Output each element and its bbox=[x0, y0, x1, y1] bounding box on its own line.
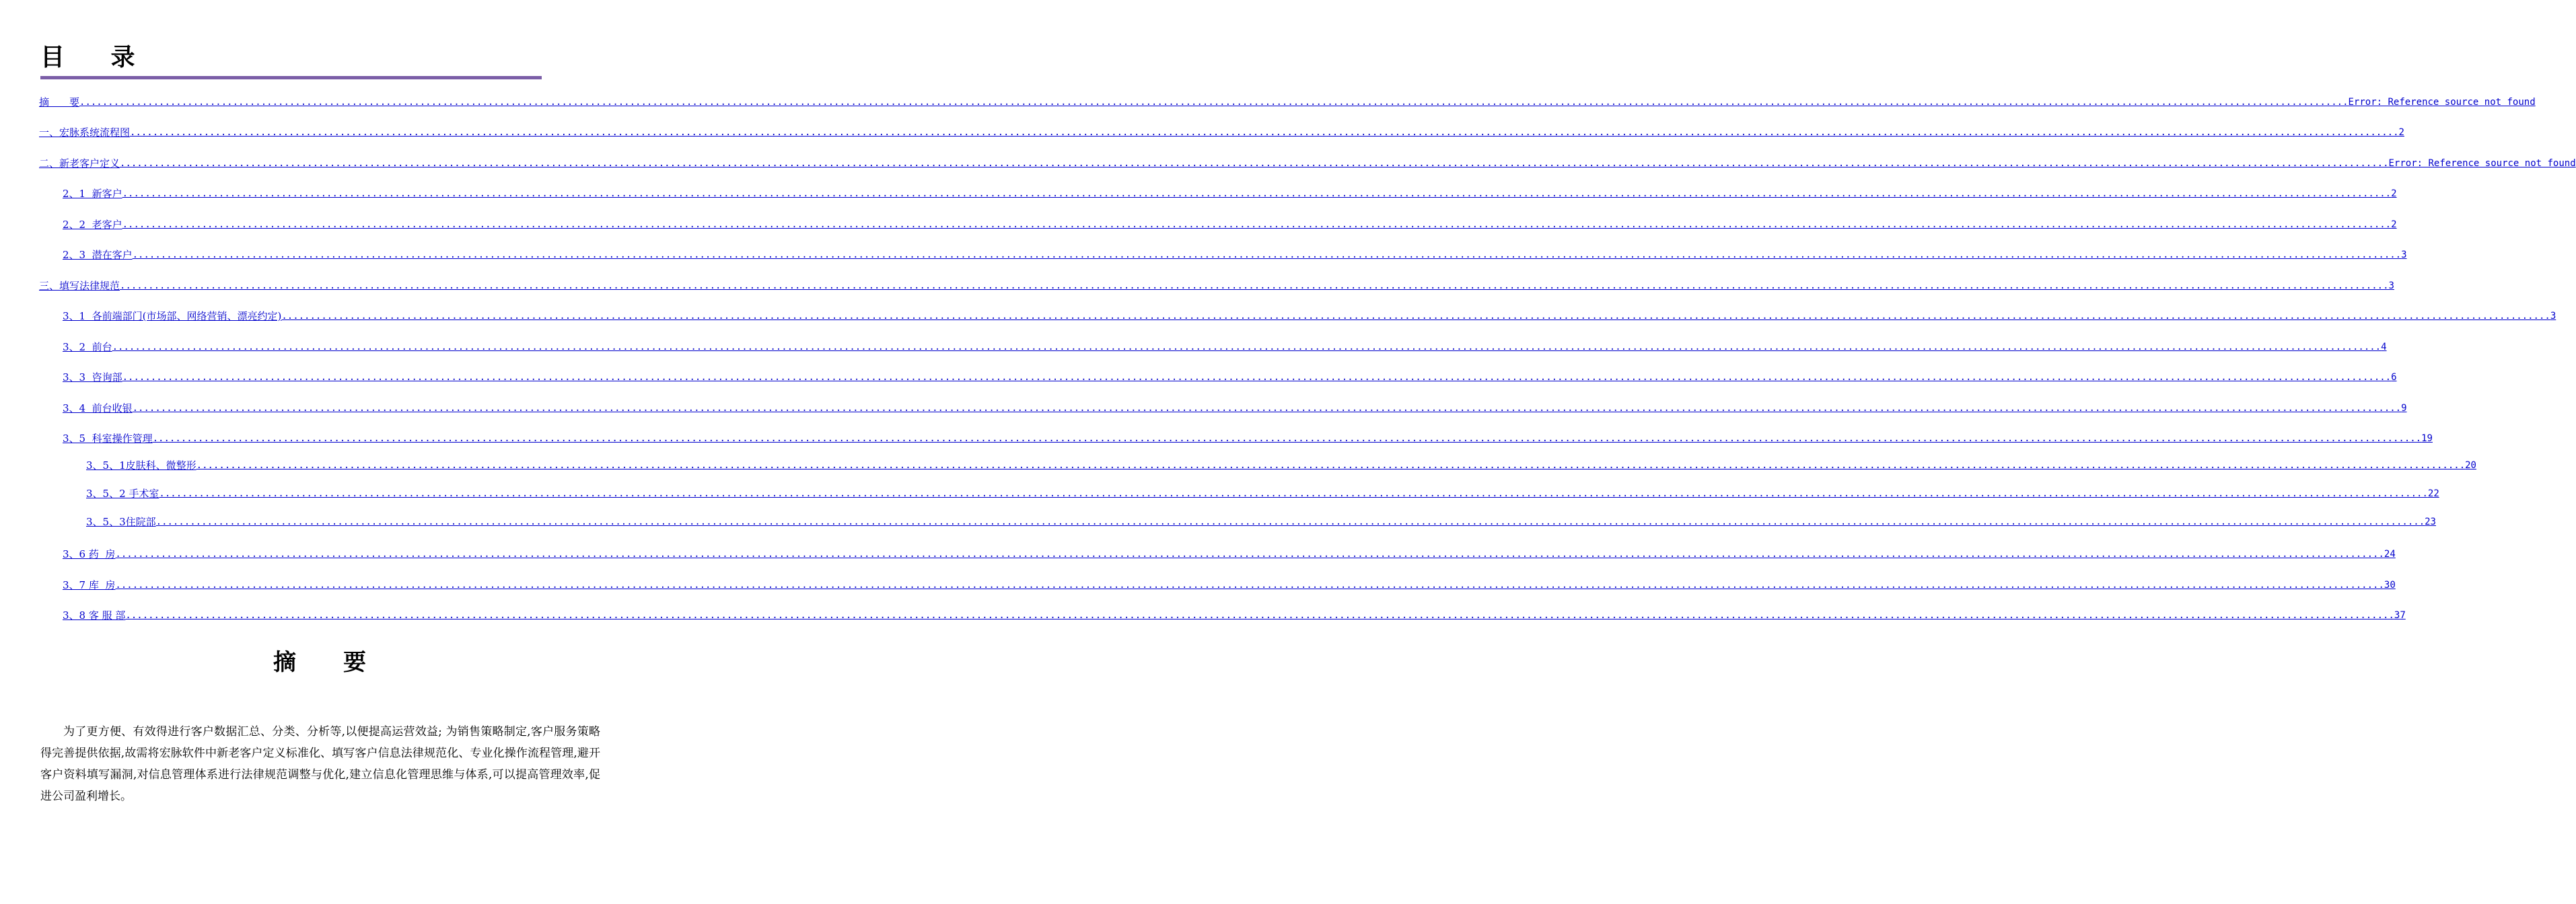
toc-entry[interactable] bbox=[39, 157, 2576, 170]
toc-entry-page: 9 bbox=[2401, 403, 2407, 414]
toc-entry[interactable] bbox=[39, 279, 2394, 293]
toc-leader-dots: ................................................................................................................................................................................................................................................................................................................................................................................................................ bbox=[130, 127, 2399, 138]
toc-entry-label: 2、2 老客户 bbox=[63, 219, 122, 231]
toc-entry[interactable] bbox=[63, 432, 2433, 445]
toc-entry[interactable] bbox=[63, 248, 2407, 262]
toc-entry-page: 3 bbox=[2401, 250, 2407, 260]
toc-leader-dots: ................................................................................................................................................................................................................................................................................................................................................................................................................ bbox=[196, 460, 2466, 471]
toc-entry-page: 6 bbox=[2391, 372, 2397, 383]
toc-entry-label: 二、新老客户定义 bbox=[39, 157, 120, 170]
toc-entry-page: 24 bbox=[2384, 549, 2396, 560]
toc-entry-page: 4 bbox=[2381, 342, 2387, 352]
toc-entry-page: 19 bbox=[2421, 433, 2433, 444]
toc-leader-dots: ................................................................................................................................................................................................................................................................................................................................................................................................................ bbox=[132, 403, 2402, 414]
toc-entry-page: 2 bbox=[2391, 219, 2397, 230]
abstract-heading: 摘要 bbox=[273, 649, 413, 676]
toc-entry[interactable] bbox=[39, 126, 2404, 139]
toc-entry-page: 2 bbox=[2398, 127, 2404, 138]
toc-leader-dots: ................................................................................................................................................................................................................................................................................................................................................................................................................ bbox=[120, 158, 2389, 169]
toc-divider bbox=[40, 76, 542, 79]
toc-leader-dots: ................................................................................................................................................................................................................................................................................................................................................................................................................ bbox=[125, 610, 2394, 621]
toc-entry-label: 3、3 咨询部 bbox=[63, 371, 122, 383]
toc-entry[interactable] bbox=[63, 187, 2397, 200]
toc-leader-dots: ................................................................................................................................................................................................................................................................................................................................................................................................................ bbox=[281, 311, 2550, 322]
toc-entry-label: 摘 要 bbox=[39, 96, 80, 108]
toc-leader-dots: ................................................................................................................................................................................................................................................................................................................................................................................................................ bbox=[120, 280, 2389, 291]
toc-leader-dots: ................................................................................................................................................................................................................................................................................................................................................................................................................ bbox=[115, 580, 2384, 591]
toc-entry-label: 3、2 前台 bbox=[63, 341, 112, 353]
toc-entry[interactable] bbox=[86, 459, 2476, 472]
toc-entry[interactable] bbox=[63, 578, 2396, 592]
toc-entry-label: 一、宏脉系统流程图 bbox=[39, 126, 131, 139]
toc-entry-label: 3、8 客 服 部 bbox=[63, 609, 126, 622]
toc-leader-dots: ................................................................................................................................................................................................................................................................................................................................................................................................................ bbox=[122, 219, 2392, 230]
toc-entry[interactable] bbox=[86, 515, 2436, 529]
toc-entry[interactable] bbox=[63, 218, 2397, 231]
toc-entry[interactable] bbox=[63, 340, 2387, 354]
toc-entry-page: 20 bbox=[2465, 460, 2476, 471]
toc-entry-label: 3、5、3住院部 bbox=[86, 516, 156, 528]
toc-entry-label: 3、5、1皮肤科、微整形 bbox=[86, 459, 196, 472]
toc-entry[interactable] bbox=[39, 96, 2536, 109]
toc-entry[interactable] bbox=[63, 309, 2556, 323]
toc-entry-page: Error: Reference source not found bbox=[2388, 158, 2576, 169]
toc-entry-label: 3、6 药 房 bbox=[63, 548, 116, 560]
toc-entry-label: 三、填写法律规范 bbox=[39, 280, 120, 292]
toc-leader-dots: ................................................................................................................................................................................................................................................................................................................................................................................................................ bbox=[152, 433, 2422, 444]
toc-leader-dots: ................................................................................................................................................................................................................................................................................................................................................................................................................ bbox=[122, 372, 2392, 383]
toc-leader-dots: ................................................................................................................................................................................................................................................................................................................................................................................................................ bbox=[159, 488, 2428, 499]
toc-entry-page: 2 bbox=[2391, 188, 2397, 199]
toc-leader-dots: ................................................................................................................................................................................................................................................................................................................................................................................................................ bbox=[155, 517, 2425, 527]
toc-entry-page: 22 bbox=[2427, 488, 2439, 499]
toc-entry-page: 37 bbox=[2394, 610, 2406, 621]
toc-leader-dots: ................................................................................................................................................................................................................................................................................................................................................................................................................ bbox=[112, 342, 2382, 352]
toc-leader-dots: ................................................................................................................................................................................................................................................................................................................................................................................................................ bbox=[122, 188, 2392, 199]
toc-entry-page: 30 bbox=[2384, 580, 2396, 591]
abstract-body: 为了更方便、有效得进行客户数据汇总、分类、分析等,以便提高运营效益; 为销售策略制定,客户服务策略得完善提供依据,故需将宏脉软件中新老客户定义标准化、填写客户信息法律规范化、专业化操作流程管理,避开客户资料填写漏洞,对信息管理体系进行法律规范调整与优化,建立信息化管理思维与体系,可以提高管理效率,促进公司盈利增长。 bbox=[40, 725, 600, 803]
toc-entry-label: 3、7 库 房 bbox=[63, 579, 116, 591]
toc-title: 目 录 bbox=[40, 44, 154, 71]
toc-entry-page: Error: Reference source not found bbox=[2348, 97, 2536, 108]
toc-entry-label: 3、1 各前端部门(市场部、网络营销、漂亮约定) bbox=[63, 310, 282, 322]
toc-entry-page: 3 bbox=[2550, 311, 2556, 322]
toc-entry-page: 23 bbox=[2425, 517, 2436, 527]
toc-entry[interactable] bbox=[63, 548, 2396, 561]
toc-entry[interactable] bbox=[63, 609, 2406, 622]
toc-entry-label: 3、5 科室操作管理 bbox=[63, 432, 153, 445]
toc-leader-dots: ................................................................................................................................................................................................................................................................................................................................................................................................................ bbox=[79, 97, 2349, 108]
toc-entry-label: 3、5、2 手术室 bbox=[86, 488, 159, 500]
toc-entry-label: 3、4 前台收银 bbox=[63, 402, 133, 414]
toc-entry-page: 3 bbox=[2388, 280, 2394, 291]
toc-entry[interactable] bbox=[63, 371, 2397, 384]
toc-leader-dots: ................................................................................................................................................................................................................................................................................................................................................................................................................ bbox=[132, 250, 2402, 260]
toc-entry[interactable] bbox=[86, 487, 2439, 500]
toc-leader-dots: ................................................................................................................................................................................................................................................................................................................................................................................................................ bbox=[115, 549, 2384, 560]
toc-entry-label: 2、1 新客户 bbox=[63, 188, 122, 200]
toc-entry-label: 2、3 潜在客户 bbox=[63, 249, 133, 261]
toc-entry[interactable] bbox=[63, 402, 2407, 415]
